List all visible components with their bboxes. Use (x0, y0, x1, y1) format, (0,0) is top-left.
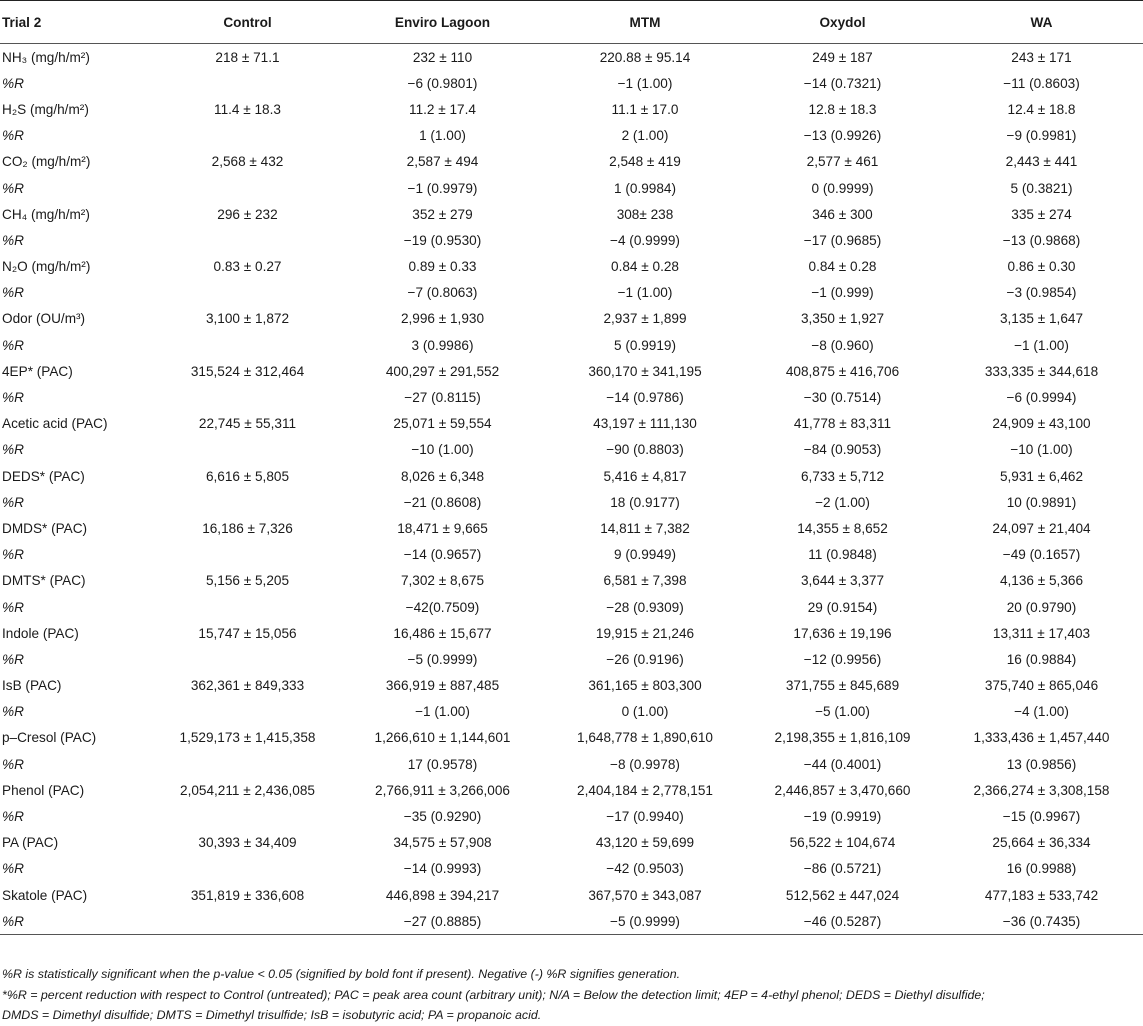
table-cell: 375,740 ± 865,046 (984, 678, 1099, 694)
table-cell: 3,100 ± 1,872 (205, 311, 290, 327)
footnote-abbreviations-2: DMDS = Dimethyl disulfide; DMTS = Dimethyl trisulfide; IsB = isobutyric acid; PA = propanoic acid. (2, 1008, 542, 1022)
percent-reduction-row (0, 123, 1143, 149)
measurement-row (0, 620, 1143, 646)
row-label: DEDS* (PAC) (2, 468, 85, 484)
table-cell: 1,266,610 ± 1,144,601 (374, 730, 511, 746)
table-cell (155, 751, 340, 777)
row-label: %R (2, 75, 24, 91)
percent-reduction-row (0, 384, 1143, 410)
table-cell (155, 70, 340, 96)
table-cell: −8 (0.960) (811, 337, 874, 353)
row-label: %R (2, 337, 24, 353)
table-cell: −28 (0.9309) (606, 599, 684, 615)
table-cell: 25,664 ± 36,334 (992, 835, 1091, 851)
measurement-row (0, 96, 1143, 122)
table-cell: 2,054,211 ± 2,436,085 (180, 782, 315, 798)
table-cell: −10 (1.00) (1010, 442, 1073, 458)
table-cell: 0.86 ± 0.30 (1007, 259, 1076, 275)
table-cell: 18 (0.9177) (610, 494, 680, 510)
measurement-row (0, 411, 1143, 437)
table-cell: 29 (0.9154) (807, 599, 878, 615)
table-cell: −14 (0.9993) (403, 861, 482, 877)
percent-reduction-row (0, 332, 1143, 358)
table-cell: 1,529,173 ± 1,415,358 (179, 730, 316, 746)
percent-reduction-row (0, 280, 1143, 306)
row-label: %R (2, 232, 24, 248)
percent-reduction-row (0, 646, 1143, 672)
table-cell: 16 (0.9988) (1006, 861, 1077, 877)
table-cell: 2,568 ± 432 (211, 154, 284, 170)
table-cell: 22,745 ± 55,311 (198, 416, 297, 432)
measurement-row (0, 777, 1143, 803)
table-cell: 2,996 ± 1,930 (400, 311, 485, 327)
table-cell: 2,937 ± 1,899 (603, 311, 687, 327)
row-label: DMDS* (PAC) (2, 520, 88, 536)
table-cell (155, 332, 340, 358)
row-label: %R (2, 547, 24, 563)
table-cell: 6,616 ± 5,805 (205, 468, 290, 484)
table-cell: −46 (0.5287) (745, 908, 940, 935)
table-cell: 4,136 ± 5,366 (999, 573, 1084, 589)
table-cell: −49 (0.1657) (1002, 547, 1081, 563)
table-cell: 15,747 ± 15,056 (198, 625, 297, 641)
table-cell: 8,026 ± 6,348 (400, 468, 485, 484)
table-cell: −90 (0.8803) (606, 442, 684, 458)
table-cell: 335 ± 274 (1011, 206, 1072, 222)
percent-reduction-row (0, 594, 1143, 620)
table-cell: 11 (0.9848) (808, 547, 877, 563)
row-label: %R (2, 442, 24, 458)
measurement-row (0, 673, 1143, 699)
table-cell (155, 542, 340, 568)
table-cell: −14 (0.9786) (606, 390, 684, 406)
table-cell: −9 (0.9981) (1006, 128, 1077, 144)
header-mtm: MTM (545, 1, 745, 44)
row-label: %R (2, 285, 24, 301)
table-cell: 2,577 ± 461 (806, 154, 879, 170)
row-label: %R (2, 651, 24, 667)
table-cell: −35 (0.9290) (403, 809, 482, 825)
table-cell: −86 (0.5721) (803, 861, 882, 877)
percent-reduction-row (0, 699, 1143, 725)
table-cell: 308± 238 (616, 206, 674, 222)
table-cell: −42(0.7509) (405, 599, 480, 615)
percent-reduction-row (0, 542, 1143, 568)
table-cell: −8 (0.9978) (610, 756, 680, 772)
table-cell (155, 908, 340, 935)
table-cell: 6,733 ± 5,712 (800, 468, 885, 484)
table-cell: −4 (0.9999) (610, 232, 680, 248)
table-cell: 315,524 ± 312,464 (190, 363, 305, 379)
table-cell: 2,198,355 ± 1,816,109 (774, 730, 911, 746)
table-cell: −5 (0.9999) (545, 908, 745, 935)
table-footnotes (2, 964, 1141, 1026)
row-label: PA (PAC) (2, 835, 59, 851)
table-cell: 17 (0.9578) (407, 756, 478, 772)
table-cell: −21 (0.8608) (403, 494, 482, 510)
table-cell: 5 (0.9919) (614, 337, 676, 353)
percent-reduction-row (0, 856, 1143, 882)
table-cell: −44 (0.4001) (803, 756, 882, 772)
table-cell: 400,297 ± 291,552 (385, 363, 500, 379)
table-cell: −1 (0.999) (811, 285, 874, 301)
table-cell (155, 384, 340, 410)
table-cell: 352 ± 279 (412, 206, 473, 222)
table-cell: 296 ± 232 (217, 206, 278, 222)
table-cell: 446,898 ± 394,217 (385, 887, 500, 903)
table-cell: 0.84 ± 0.28 (808, 259, 877, 275)
table-cell: 11.1 ± 17.0 (611, 101, 679, 117)
table-cell: 17,636 ± 19,196 (793, 625, 892, 641)
measurement-row (0, 358, 1143, 384)
measurement-row (0, 44, 1143, 71)
table-cell: 5,416 ± 4,817 (603, 468, 687, 484)
table-cell: 5 (0.3821) (1010, 180, 1073, 196)
measurement-row (0, 254, 1143, 280)
table-cell: 12.8 ± 18.3 (808, 101, 877, 117)
measurement-row (0, 515, 1143, 541)
row-label: %R (2, 704, 24, 720)
table-cell: 362,361 ± 849,333 (190, 678, 305, 694)
table-cell: 34,575 ± 57,908 (393, 835, 492, 851)
header-oxydol: Oxydol (745, 1, 940, 44)
table-cell: 25,071 ± 59,554 (393, 416, 492, 432)
table-cell: 11.2 ± 17.4 (409, 101, 476, 117)
measurement-row (0, 725, 1143, 751)
table-cell: 249 ± 187 (812, 49, 873, 65)
row-label: CH₄ (mg/h/m²) (2, 206, 90, 222)
percent-reduction-row (0, 437, 1143, 463)
measurement-row (0, 201, 1143, 227)
row-label: %R (2, 756, 24, 772)
row-label: %R (0, 908, 155, 935)
table-cell: −1 (1.00) (617, 285, 673, 301)
table-cell: 351,819 ± 336,608 (190, 887, 305, 903)
table-cell: −36 (0.7435) (940, 908, 1143, 935)
table-cell: 18,471 ± 9,665 (397, 520, 488, 536)
table-cell: 5,931 ± 6,462 (999, 468, 1084, 484)
table-cell (155, 175, 340, 201)
table-cell: 218 ± 71.1 (215, 49, 280, 65)
table-cell: 2,766,911 ± 3,266,006 (375, 782, 510, 798)
table-cell: 43,120 ± 59,699 (595, 835, 695, 851)
percent-reduction-row (0, 751, 1143, 777)
measurement-row (0, 149, 1143, 175)
row-label: %R (2, 809, 24, 825)
percent-reduction-row (0, 227, 1143, 253)
table-cell: 41,778 ± 83,311 (793, 416, 892, 432)
row-label: %R (2, 180, 24, 196)
table-cell: 367,570 ± 343,087 (588, 887, 702, 903)
table-cell: −4 (1.00) (1014, 704, 1069, 720)
table-cell: 1,648,778 ± 1,890,610 (577, 730, 713, 746)
row-label: Odor (OU/m³) (2, 311, 86, 327)
row-label: %R (2, 494, 24, 510)
table-cell: −5 (1.00) (815, 704, 870, 720)
header-wa: WA (940, 1, 1143, 44)
table-cell (155, 699, 340, 725)
table-cell: 0 (1.00) (621, 704, 669, 720)
row-label: Skatole (PAC) (2, 887, 88, 903)
header-trial: Trial 2 (0, 1, 155, 44)
table-cell: 2,548 ± 419 (609, 154, 681, 170)
table-cell: 12.4 ± 18.8 (1007, 101, 1076, 117)
table-cell: 243 ± 171 (1011, 49, 1072, 65)
table-cell: 2,443 ± 441 (1005, 154, 1078, 170)
table-cell: −1 (0.9979) (407, 180, 478, 196)
table-cell: 512,562 ± 447,024 (785, 887, 900, 903)
percent-reduction-row (0, 175, 1143, 201)
table-cell: 43,197 ± 111,130 (593, 416, 697, 432)
table-cell: 3,644 ± 3,377 (800, 573, 885, 589)
header-control: Control (155, 1, 340, 44)
table-cell: −17 (0.9685) (803, 232, 882, 248)
table-cell: −3 (0.9854) (1006, 285, 1077, 301)
row-label: IsB (PAC) (2, 678, 62, 694)
table-cell: 408,875 ± 416,706 (785, 363, 900, 379)
table-cell: −26 (0.9196) (606, 651, 684, 667)
table-cell: 371,755 ± 845,689 (785, 678, 900, 694)
table-cell: −27 (0.8885) (340, 908, 545, 935)
table-cell: 24,097 ± 21,404 (992, 520, 1091, 536)
table-cell (155, 646, 340, 672)
table-cell: 1 (1.00) (419, 128, 466, 144)
percent-reduction-row (0, 908, 1143, 935)
table-cell: −1 (1.00) (617, 75, 673, 91)
table-cell: 366,919 ± 887,485 (385, 678, 500, 694)
table-cell: 3,350 ± 1,927 (800, 311, 885, 327)
table-cell: 346 ± 300 (812, 206, 873, 222)
measurement-row (0, 882, 1143, 908)
table-cell: 7,302 ± 8,675 (400, 573, 485, 589)
table-cell (155, 489, 340, 515)
table-cell: 14,811 ± 7,382 (600, 520, 690, 536)
table-cell: 16,186 ± 7,326 (202, 520, 293, 536)
row-label: Acetic acid (PAC) (2, 416, 108, 432)
row-label: DMTS* (PAC) (2, 573, 86, 589)
table-cell: 0.83 ± 0.27 (213, 259, 282, 275)
footnote-significance: %R is statistically significant when the p-value < 0.05 (signified by bold font if present). Negative (-) %R signifies generation. (2, 967, 681, 981)
measurement-row (0, 306, 1143, 332)
table-cell: 6,581 ± 7,398 (603, 573, 687, 589)
table-cell: −6 (0.9994) (1006, 390, 1077, 406)
row-label: N₂O (mg/h/m²) (2, 259, 91, 275)
table-cell: 20 (0.9790) (1006, 599, 1077, 615)
footnote-abbreviations-1: *%R = percent reduction with respect to Control (untreated); PAC = peak area count (arbitrary unit); N/A = Below the detection limit; 4EP = 4-ethyl phenol; DEDS = Diethyl disulfide; (2, 987, 985, 1002)
table-cell: 2 (1.00) (621, 128, 669, 144)
table-cell: −30 (0.7514) (803, 390, 882, 406)
table-cell: −12 (0.9956) (803, 651, 882, 667)
table-cell: 1 (0.9984) (614, 180, 676, 196)
table-cell: 30,393 ± 34,409 (198, 835, 297, 851)
row-label: %R (2, 390, 24, 406)
row-label: CO₂ (mg/h/m²) (2, 154, 91, 170)
table-cell: −17 (0.9940) (606, 809, 684, 825)
table-cell: 0.89 ± 0.33 (408, 259, 477, 275)
table-cell: 0 (0.9999) (811, 180, 874, 196)
table-cell: −13 (0.9926) (803, 128, 882, 144)
row-label: %R (2, 599, 24, 615)
table-cell: 24,909 ± 43,100 (992, 416, 1091, 432)
row-label: Indole (PAC) (2, 625, 79, 641)
row-label: Phenol (PAC) (2, 782, 85, 798)
table-cell: −10 (1.00) (411, 442, 474, 458)
row-label: %R (2, 128, 24, 144)
table-cell: 2,404,184 ± 2,778,151 (577, 782, 713, 798)
table-cell: −84 (0.9053) (803, 442, 882, 458)
table-cell: 13 (0.9856) (1006, 756, 1077, 772)
table-cell: −15 (0.9967) (1002, 809, 1081, 825)
table-cell: −7 (0.8063) (407, 285, 478, 301)
table-cell: −11 (0.8603) (1003, 75, 1080, 91)
table-cell (155, 594, 340, 620)
table-cell: 5,156 ± 5,205 (205, 573, 290, 589)
header-row (0, 1, 1143, 44)
table-cell: −19 (0.9919) (803, 809, 882, 825)
table-cell: 11.4 ± 18.3 (214, 101, 281, 117)
percent-reduction-row (0, 803, 1143, 829)
table-cell (155, 227, 340, 253)
table-cell: 56,522 ± 104,674 (789, 835, 896, 851)
table-cell: 9 (0.9949) (614, 547, 676, 563)
table-cell: 1,333,436 ± 1,457,440 (973, 730, 1110, 746)
table-cell: −27 (0.8115) (404, 390, 481, 406)
table-cell: 361,165 ± 803,300 (588, 678, 702, 694)
row-label: H₂S (mg/h/m²) (2, 101, 89, 117)
table-cell: 232 ± 110 (412, 49, 473, 65)
percent-reduction-row (0, 70, 1143, 96)
table-cell: −14 (0.9657) (403, 547, 482, 563)
header-enviro-lagoon: Enviro Lagoon (340, 1, 545, 44)
table-cell: 14,355 ± 8,652 (797, 520, 888, 536)
table-cell: 477,183 ± 533,742 (984, 887, 1099, 903)
table-header (0, 1, 1143, 44)
table-cell: −5 (0.9999) (407, 651, 478, 667)
table-cell: −1 (1.00) (1014, 337, 1069, 353)
row-label: NH₃ (mg/h/m²) (2, 49, 90, 65)
table-cell: −42 (0.9503) (606, 861, 684, 877)
measurement-row (0, 830, 1143, 856)
table-cell (155, 437, 340, 463)
row-label: p–Cresol (PAC) (2, 730, 97, 746)
table-cell: −14 (0.7321) (803, 75, 882, 91)
table-cell (155, 803, 340, 829)
table-cell: 0.84 ± 0.28 (611, 259, 679, 275)
row-label: %R (2, 861, 24, 877)
table-cell: −6 (0.9801) (407, 75, 478, 91)
table-cell: −2 (1.00) (815, 494, 870, 510)
table-cell: 10 (0.9891) (1006, 494, 1077, 510)
table-cell: 16 (0.9884) (1006, 651, 1077, 667)
table-cell: 2,587 ± 494 (406, 154, 479, 170)
measurement-row (0, 568, 1143, 594)
row-label: 4EP* (PAC) (2, 363, 73, 379)
table-cell: −13 (0.9868) (1002, 232, 1081, 248)
table-body (0, 44, 1143, 935)
table-cell: −1 (1.00) (415, 704, 470, 720)
table-cell: 3,135 ± 1,647 (999, 311, 1084, 327)
table-cell: 333,335 ± 344,618 (984, 363, 1099, 379)
table-cell (155, 856, 340, 882)
table-cell: 220.88 ± 95.14 (599, 49, 691, 65)
table-cell: 19,915 ± 21,246 (595, 625, 695, 641)
table-cell (155, 123, 340, 149)
table-cell: 2,366,274 ± 3,308,158 (973, 782, 1110, 798)
table-cell: 13,311 ± 17,403 (992, 625, 1091, 641)
table-cell: 360,170 ± 341,195 (588, 363, 702, 379)
table-cell: 2,446,857 ± 3,470,660 (774, 782, 911, 798)
table-cell: −19 (0.9530) (403, 232, 482, 248)
measurement-row (0, 463, 1143, 489)
table-cell: 3 (0.9986) (411, 337, 474, 353)
table-cell: 16,486 ± 15,677 (393, 625, 492, 641)
table-cell (155, 280, 340, 306)
percent-reduction-row (0, 489, 1143, 515)
